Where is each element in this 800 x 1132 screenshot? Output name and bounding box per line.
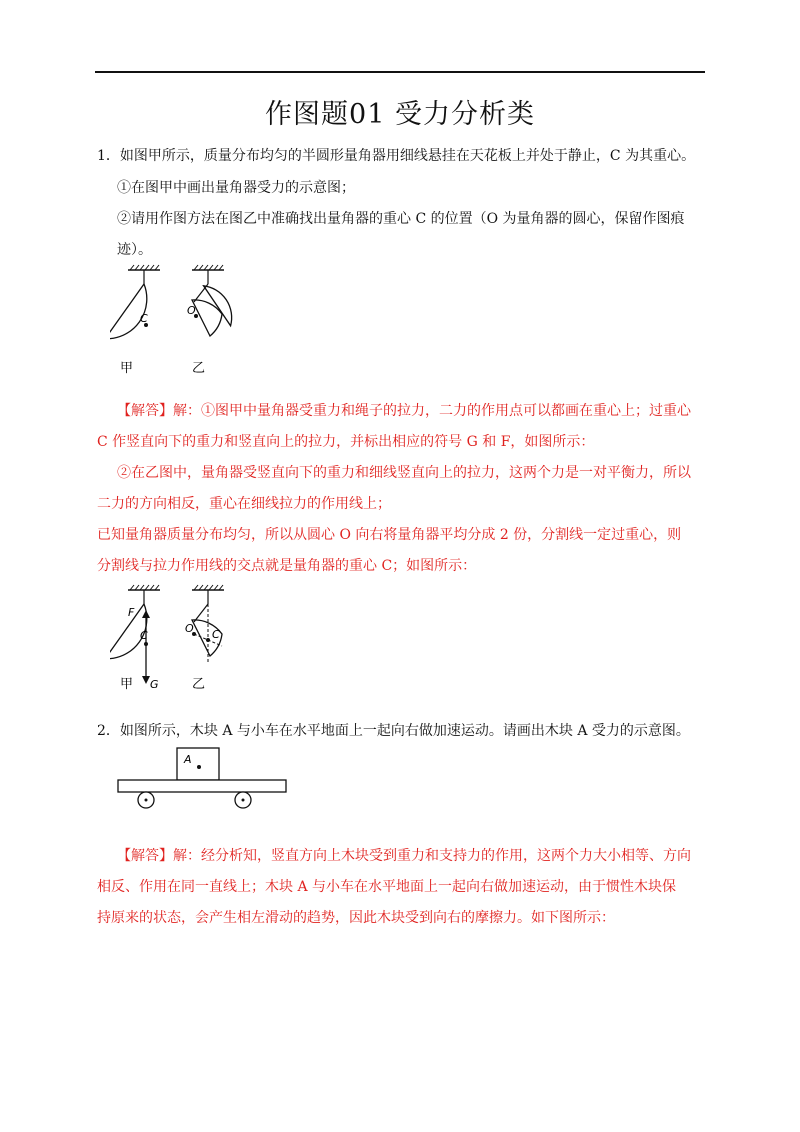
- label-o: O: [187, 304, 196, 317]
- label-c: C: [140, 312, 148, 325]
- force-g-arrowhead: [142, 676, 150, 684]
- wheel-right-hub: [242, 799, 245, 802]
- wheel-left-hub: [145, 799, 148, 802]
- block-a-cg-dot: [197, 765, 201, 769]
- q2-answer-l2: 相反、作用在同一直线上；木块 A 与小车在水平地面上一起向右做加速运动，由于惯性木块保: [97, 879, 677, 895]
- q2-figure: [112, 746, 292, 812]
- ceiling-yi-answer: [192, 585, 224, 590]
- string-yi-lower: [194, 284, 208, 302]
- ceiling-yi: [192, 265, 224, 270]
- q2-answer-l1: 【解答】解：经分析知，竖直方向上木块受到重力和支持力的作用，这两个力大小相等、方向: [117, 848, 691, 864]
- label-f: F: [128, 606, 135, 619]
- cg-dot-jia-answer: [144, 642, 148, 646]
- q1-answer-l6: 分割线与拉力作用线的交点就是量角器的重心 C；如图所示：: [97, 558, 477, 574]
- label-c-yi-answer: C: [212, 628, 220, 641]
- label-g: G: [150, 678, 159, 691]
- label-yi-answer: 乙: [192, 677, 206, 692]
- q1-part2-line2: 迹）。: [117, 242, 152, 258]
- ceiling-jia-answer: [128, 585, 160, 590]
- page-title: 作图题01 受力分析类: [265, 99, 535, 130]
- q1-stem: 1．如图甲所示，质量分布均匀的半圆形量角器用细线悬挂在天花板上并处于静止，C 为其重心。: [97, 148, 696, 164]
- label-yi: 乙: [192, 361, 206, 376]
- block-a-label: A: [184, 753, 192, 766]
- q1-part1: ①在图甲中画出量角器受力的示意图；: [117, 180, 355, 196]
- q1-part2-line1: ②请用作图方法在图乙中准确找出量角器的重心 C 的位置（O 为量角器的圆心，保留作图痕: [117, 211, 685, 227]
- q1-figure: [110, 262, 240, 377]
- label-jia-answer: 甲: [120, 677, 134, 692]
- label-jia: 甲: [120, 361, 134, 376]
- force-f-arrowhead: [142, 610, 150, 618]
- q1-answer-l1: 【解答】解：①图甲中量角器受重力和绳子的拉力，二力的作用点可以都画在重心上；过重心: [117, 403, 691, 419]
- q1-answer-figure: [110, 584, 240, 694]
- q2-answer-l3: 持原来的状态，会产生相左滑动的趋势，因此木块受到向右的摩擦力。如下图所示：: [97, 910, 615, 926]
- cg-dot-yi-answer: [206, 638, 210, 642]
- header-rule: [95, 71, 705, 73]
- q1-answer-l2: C 作竖直向下的重力和竖直向上的拉力，并标出相应的符号 G 和 F，如图所示：: [97, 434, 595, 450]
- cart-body: [118, 780, 286, 792]
- label-c-answer: C: [140, 629, 148, 642]
- q1-answer-l5: 已知量角器质量分布均匀，所以从圆心 O 向右将量角器平均分成 2 份，分割线一定过重心，则: [97, 527, 682, 543]
- q1-answer-l3: ②在乙图中，量角器受竖直向下的重力和细线竖直向上的拉力，这两个力是一对平衡力，所以: [117, 465, 691, 481]
- q2-stem: 2．如图所示，木块 A 与小车在水平地面上一起向右做加速运动。请画出木块 A 受力的示意图。: [97, 723, 690, 739]
- ceiling-jia: [128, 265, 160, 270]
- label-o-answer: O: [185, 622, 194, 635]
- q1-answer-l4: 二力的方向相反，重心在细线拉力的作用线上；: [97, 496, 391, 512]
